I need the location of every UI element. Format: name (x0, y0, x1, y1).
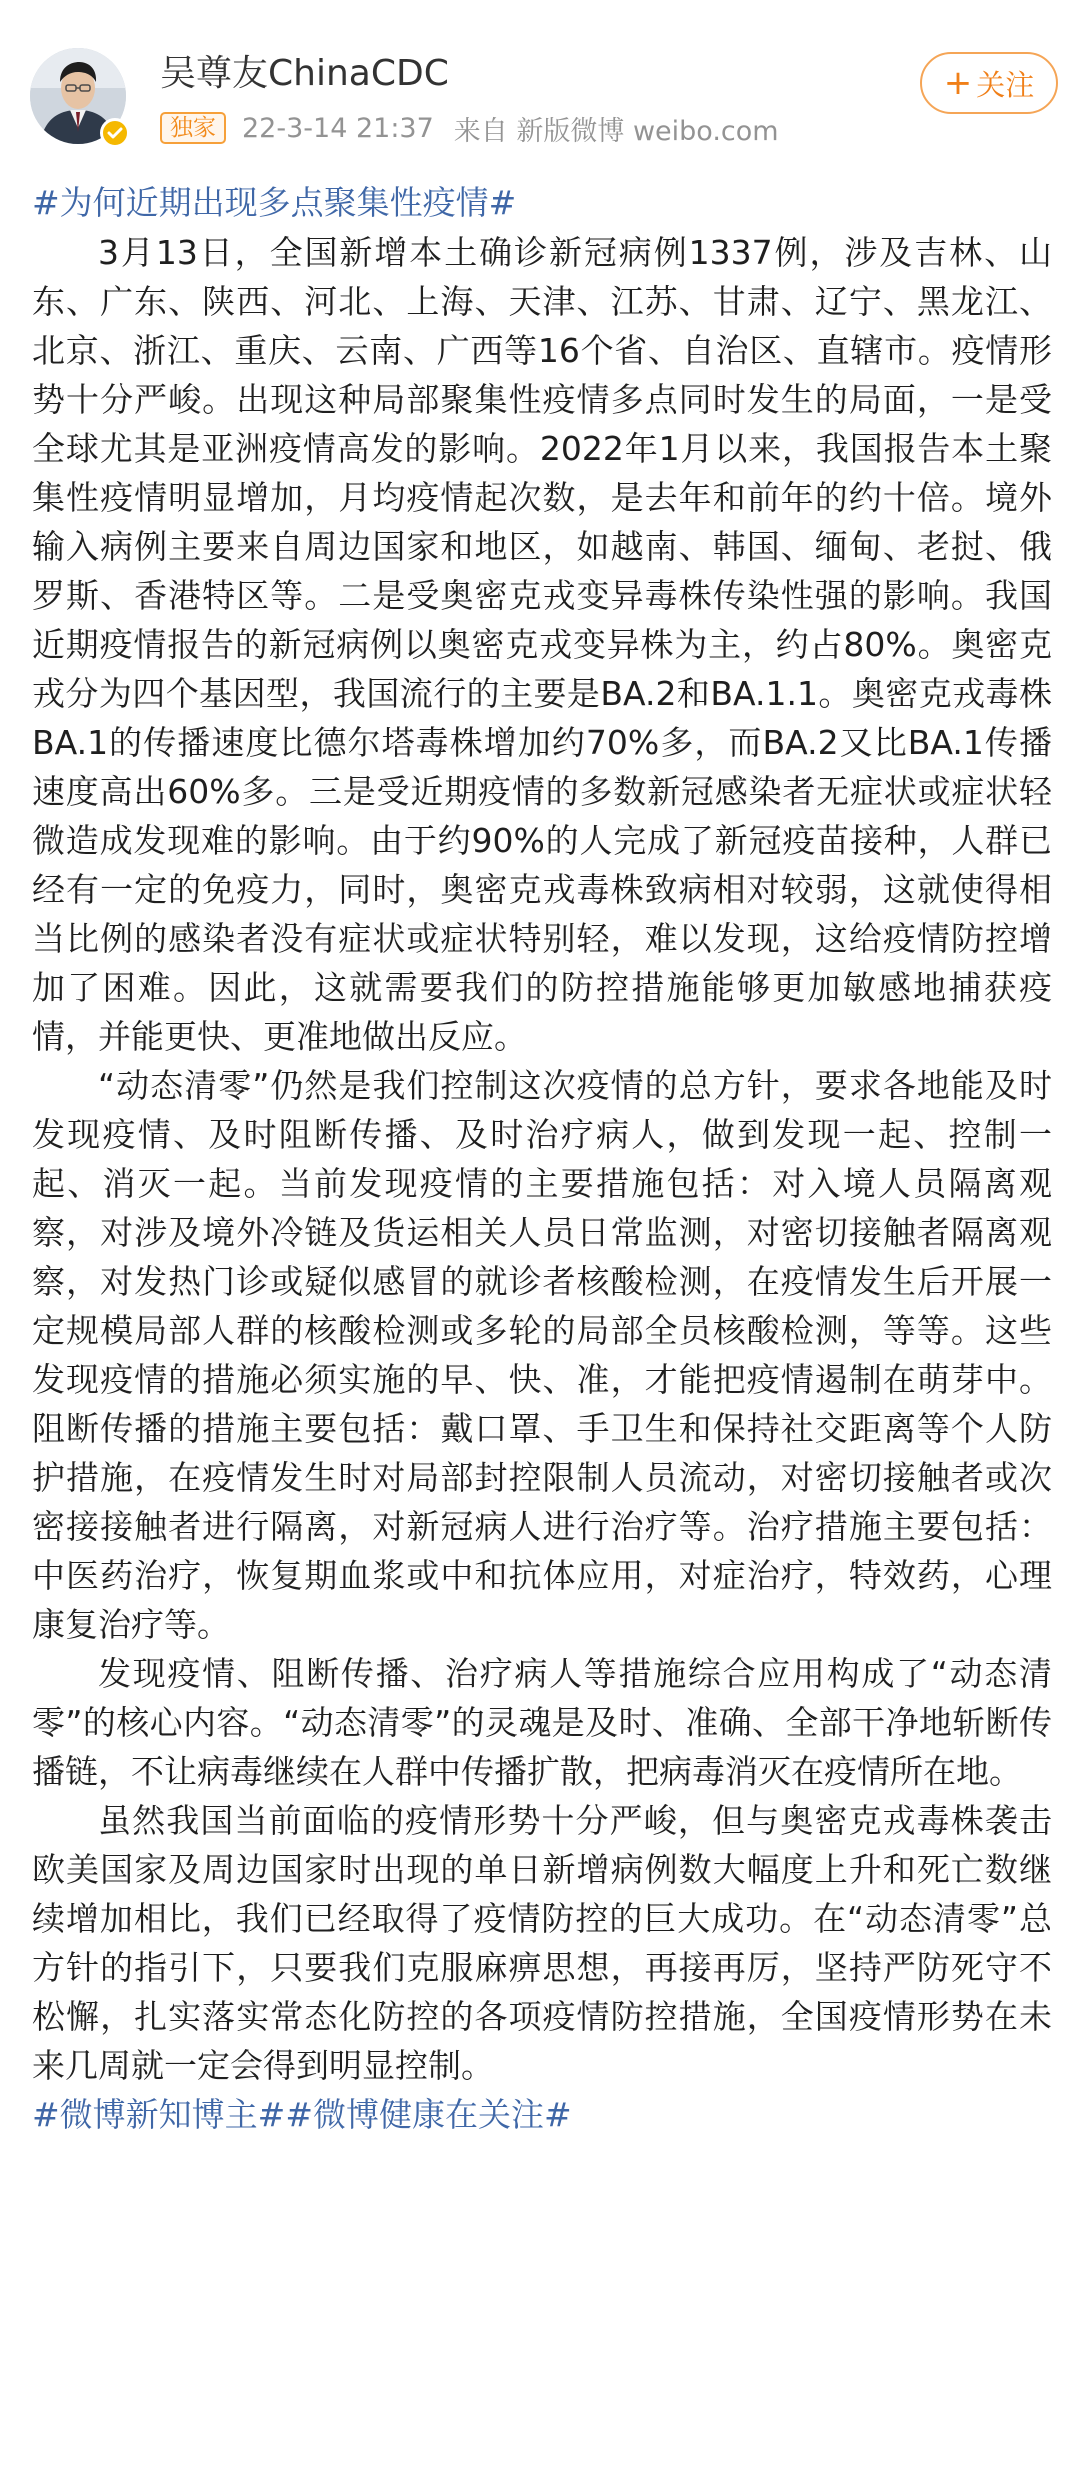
footer-topics (32, 2090, 1052, 2139)
post-paragraph-2: “动态清零”仍然是我们控制这次疫情的总方针，要求各地能及时发现疫情、及时阻断传播、及时治疗病人，做到发现一起、控制一起、消灭一起。当前发现疫情的主要措施包括：对入境人员隔离观察，对涉及境外冷链及货运相关人员日常监测，对密切接触者隔离观察，对发热门诊或疑似感冒的就诊者核酸检测，在疫情发生后开展一定规模局部人群的核酸检测或多轮的局部全员核酸检测，等等。这些发现疫情的措施必须实施的早、快、准，才能把疫情遏制在萌芽中。阻断传播的措施主要包括：戴口罩、手卫生和保持社交距离等个人防护措施，在疫情发生时对局部封控限制人员流动，对密切接触者或次密接接触者进行隔离，对新冠病人进行治疗等。治疗措施主要包括：中医药治疗，恢复期血浆或中和抗体应用，对症治疗，特效药，心理康复治疗等。 (32, 1066, 1052, 1644)
author-name[interactable]: 吴尊友ChinaCDC (160, 53, 449, 94)
post-header (0, 0, 1080, 175)
follow-button[interactable] (920, 52, 1058, 114)
post-body (32, 178, 1052, 2139)
topic-link-weibo-health[interactable]: #微博健康在关注# (285, 2095, 572, 2134)
post-source[interactable]: 来自 新版微博 weibo.com (453, 115, 779, 147)
topic-link-title[interactable]: #为何近期出现多点聚集性疫情# (32, 183, 517, 222)
follow-label: 关注 (976, 67, 1035, 102)
exclusive-badge: 独家 (160, 112, 226, 144)
topic-link-weibo-zhishi[interactable]: #微博新知博主# (32, 2095, 286, 2134)
post-paragraph-4: 虽然我国当前面临的疫情形势十分严峻，但与奥密克戎毒株袭击欧美国家及周边国家时出现的单日新增病例数大幅度上升和死亡数继续增加相比，我们已经取得了疫情防控的巨大成功。在“动态清零”总方针的指引下，只要我们克服麻痹思想，再接再厉，坚持严防死守不松懈，扎实落实常态化防控的各项疫情防控措施，全国疫情形势在未来几周就一定会得到明显控制。 (32, 1801, 1052, 2085)
verified-badge-icon (100, 118, 130, 148)
plus-icon: + (943, 63, 973, 103)
post-meta (160, 110, 779, 146)
post-paragraph-3: 发现疫情、阻断传播、治疗病人等措施综合应用构成了“动态清零”的核心内容。“动态清零”的灵魂是及时、准确、全部干净地斩断传播链，不让病毒继续在人群中传播扩散，把病毒消灭在疫情所在地。 (32, 1654, 1052, 1791)
post-paragraph-1: 3月13日，全国新增本土确诊新冠病例1337例，涉及吉林、山东、广东、陕西、河北、上海、天津、江苏、甘肃、辽宁、黑龙江、北京、浙江、重庆、云南、广西等16个省、自治区、直辖市。疫情形势十分严峻。出现这种局部聚集性疫情多点同时发生的局面，一是受全球尤其是亚洲疫情高发的影响。2022年1月以来，我国报告本土聚集性疫情明显增加，月均疫情起次数，是去年和前年的约十倍。境外输入病例主要来自周边国家和地区，如越南、韩国、缅甸、老挝、俄罗斯、香港特区等。二是受奥密克戎变异毒株传染性强的影响。我国近期疫情报告的新冠病例以奥密克戎变异株为主，约占80%。奥密克戎分为四个基因型，我国流行的主要是BA.2和BA.1.1。奥密克戎毒株BA.1的传播速度比德尔塔毒株增加约70%多，而BA.2又比BA.1传播速度高出60%多。三是受近期疫情的多数新冠感染者无症状或症状轻微造成发现难的影响。由于约90%的人完成了新冠疫苗接种，人群已经有一定的免疫力，同时，奥密克戎毒株致病相对较弱，这就使得相当比例的感染者没有症状或症状特别轻，难以发现，这给疫情防控增加了困难。因此，这就需要我们的防控措施能够更加敏感地捕获疫情，并能更快、更准地做出反应。 (32, 233, 1052, 1056)
post-timestamp: 22-3-14 21:37 (242, 112, 434, 144)
